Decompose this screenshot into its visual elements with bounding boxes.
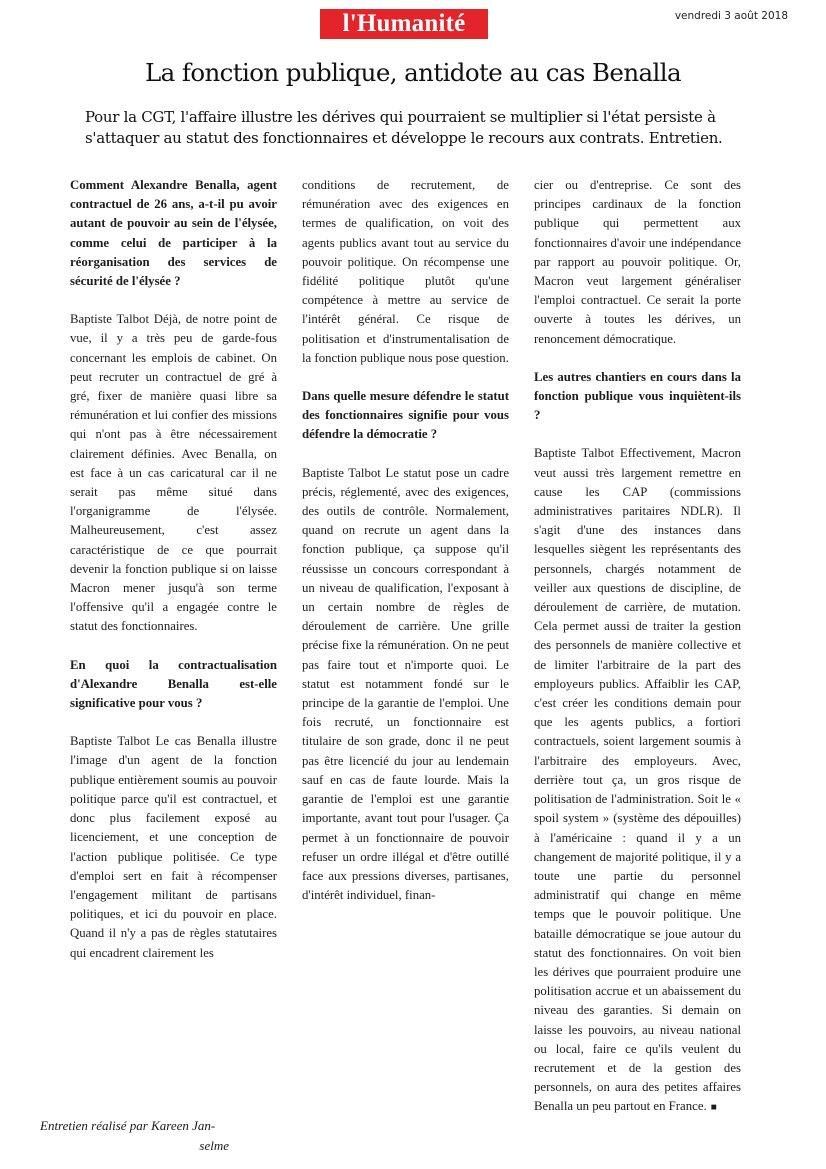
question-4: Les autres chantiers en cours dans la fonction publique vous inquiètent-ils ? xyxy=(534,369,741,423)
answer-1: Baptiste Talbot Déjà, de notre point de vue, il y a très peu de garde-fous concernant les emplois de cabinet. On peut recruter un contractuel de gré à gré, fixer de manière quasi libre sa rémunération et lui confier des missions qui n'ont pas à être nécessairement clairement définies. Avec Benalla, on est face à un cas caricatural car il ne serait pas même situé dans l'organigramme de l'élysée. Malheureusement, c'est assez caractéristique de ce que pourrait devenir la fonction publique si on laisse Macron mener jusqu'à son terme l'offensive qu'il a engagée contre le statut des fonctionnaires. xyxy=(70,312,277,634)
article-title: La fonction publique, antidote au cas Benalla xyxy=(145,58,681,87)
column-2 xyxy=(302,176,509,924)
answer-2-continued: conditions de recrutement, de rémunération avec des exigences en termes de qualification, on voit des agents publics avant tout au service du pouvoir politique. On récompense une fidélité politique plutôt qu'une compétence à mettre au service de l'intérêt général. Ce risque de politisation et d'instrumentalisation de la fonction publique nous pose question. xyxy=(302,178,509,365)
answer-2: Baptiste Talbot Le cas Benalla illustre l'image d'un agent de la fonction publique entièrement soumis au pouvoir politique parce qu'il est contractuel, et donc plus facilement exposé au licenciement, et une conception de l'action publique politisée. Ce type d'emploi sert en fait à récompenser l'engagement militant de partisans politiques, et ici du pouvoir en place. Quand il n'y a pas de règles statutaires qui encadrent clairement les xyxy=(70,734,277,960)
credit-line-1: Entretien réalisé par Kareen Jan- xyxy=(40,1118,216,1133)
newspaper-logo: l'Humanité xyxy=(320,9,488,39)
article-lead: Pour la CGT, l'affaire illustre les dérives qui pourraient se multiplier si l'état persiste à s'attaquer au statut des fonctionnaires et développe le recours aux contrats. Entretien. xyxy=(85,108,723,147)
question-1: Comment Alexandre Benalla, agent contractuel de 26 ans, a-t-il pu avoir autant de pouvoir au sein de l'élysée, comme celui de participer à la réorganisation des services de sécurité de l'élysée ? xyxy=(70,178,277,289)
question-3: Dans quelle mesure défendre le statut des fonctionnaires signifie pour vous défendre la démocratie ? xyxy=(302,389,509,442)
answer-3-continued: cier ou d'entreprise. Ce sont des principes cardinaux de la fonction publique qui permettent aux fonctionnaires d'avoir une indépendance par rapport au pouvoir politique. Or, Macron veut largement généraliser l'emploi contractuel. Ce serait la porte ouverte à toutes les dérives, un renoncement démocratique. xyxy=(534,178,741,346)
answer-3: Baptiste Talbot Le statut pose un cadre précis, réglementé, avec des exigences, des outils de contrôle. Normalement, quand on recrute un agent dans la fonction publique, ça suppose qu'il réussisse un concours correspondant à un niveau de qualification, l'exposant à un certain nombre de règles de déroulement de carrière. Une grille précise fixe la rémunération. On ne peut pas faire tout et n'importe quoi. Le statut est notamment fondé sur le principe de la garantie de l'emploi. Une fois recruté, un fonctionnaire est titulaire de son grade, donc il ne peut pas être licencié du jour au lendemain sauf en cas de faute lourde. Mais la garantie de l'emploi est une garantie importante, avant tout pour l'usager. Ça permet à un fonctionnaire de pouvoir refuser un ordre illégal et d'être outillé face aux pressions diverses, partisanes, d'intérêt individuel, finan- xyxy=(302,465,509,903)
interview-credit xyxy=(40,1116,235,1156)
column-3 xyxy=(534,176,741,1137)
credit-line-2: selme xyxy=(199,1138,229,1153)
column-1 xyxy=(70,176,277,982)
publication-date: vendredi 3 août 2018 xyxy=(674,10,788,22)
answer-4 xyxy=(534,444,741,1117)
question-2: En quoi la contractualisation d'Alexandre Benalla est-elle significative pour vous ? xyxy=(70,657,277,711)
end-of-article-mark: ■ xyxy=(710,1102,717,1114)
answer-4-text: Baptiste Talbot Effectivement, Macron veut aussi très largement remettre en cause les CAP (commissions administratives paritaires NDLR). Il s'agit d'une des instances dans lesquelles siègent les représentants des personnels, chargés notamment de veiller aux questions de discipline, de déroulement de carrière, de mutation. Cela permet aussi de traiter la gestion des personnels de manière collective et de limiter l'arbitraire de la part des employeurs publics. Affaiblir les CAP, c'est créer les conditions demain pour que les agents publics, a fortiori contractuels, soient largement soumis à l'arbitraire des employeurs. Avec, derrière tout ça, un gros risque de politisation de l'administration. Soit le « spoil system » (système des dépouilles) à l'américaine : quand il y a un changement de majorité politique, il y a toute une partie du personnel administratif qui change en même temps que le pouvoir politique. Une bataille démocratique se joue autour du statut des fonctionnaires. On voit bien les dérives que pourraient produire une politisation accrue et un abaissement du niveau des garanties. Si demain on laisse les pouvoirs, au niveau national ou local, faire ce qu'ils veulent du recrutement et de la gestion des personnels, on aura des petites affaires Benalla un peu partout en France. xyxy=(534,446,741,1114)
